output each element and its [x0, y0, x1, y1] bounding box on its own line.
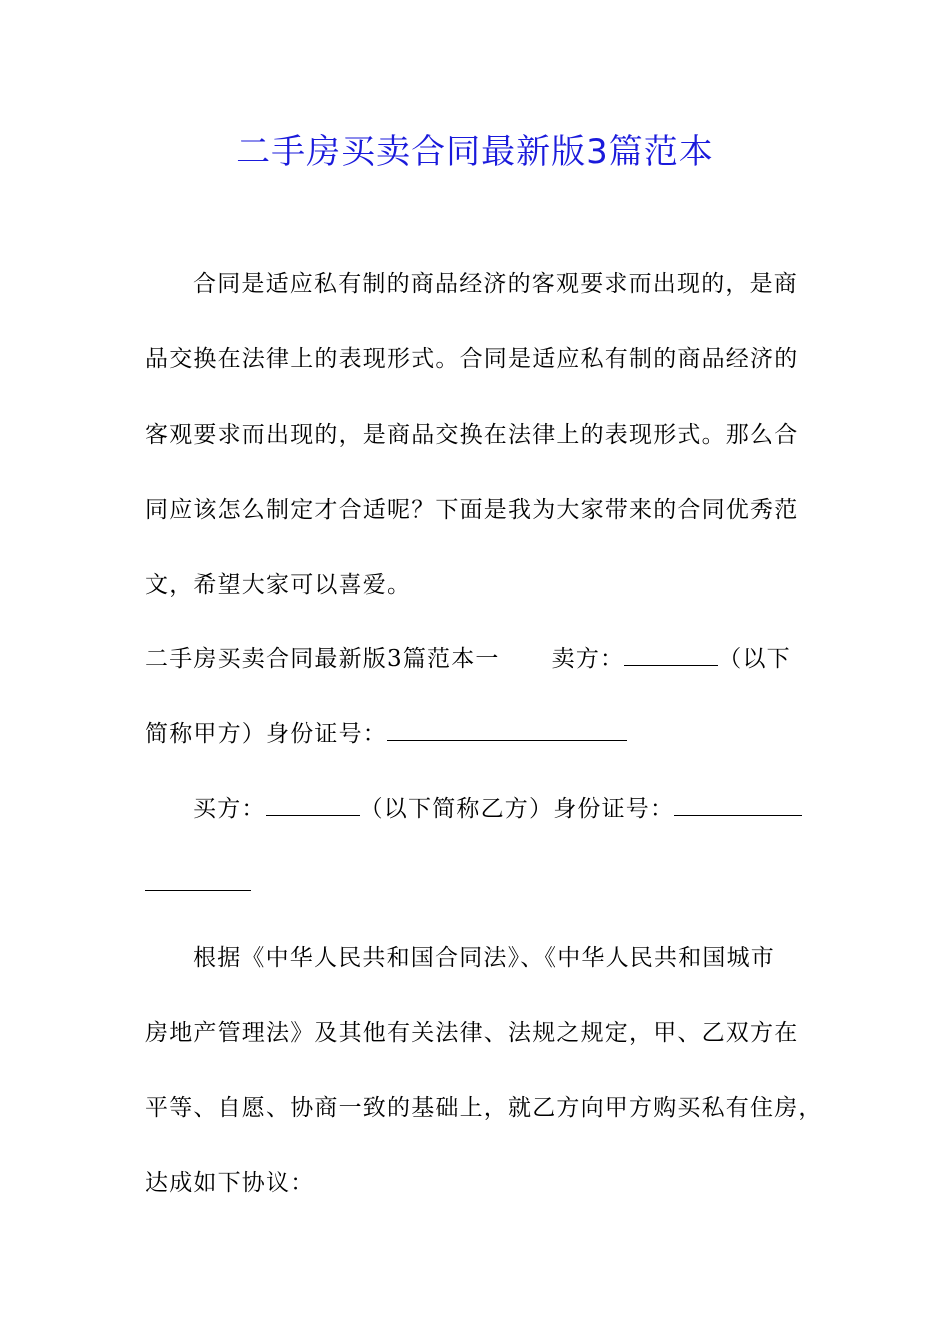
intro-line-3: 客观要求而出现的，是商品交换在法律上的表现形式。那么合 [145, 422, 799, 448]
basis-line-4: 达成如下协议： [145, 1170, 315, 1196]
intro-line-1: 合同是适应私有制的商品经济的客观要求而出现的，是商 [193, 271, 798, 297]
basis-line-2: 房地产管理法》及其他有关法律、法规之规定，甲、乙双方在 [145, 1020, 799, 1046]
intro-line-2: 品交换在法律上的表现形式。合同是适应私有制的商品经济的 [145, 346, 799, 372]
seller-id-blank [387, 718, 627, 741]
section-heading: 二手房买卖合同最新版3篇范本一 [145, 646, 500, 672]
basis-line-1: 根据《中华人民共和国合同法》、《中华人民共和国城市 [193, 945, 775, 971]
buyer-line [145, 793, 810, 825]
buyer-id-blank [674, 793, 802, 816]
seller-name-blank [624, 643, 718, 666]
basis-line-3: 平等、自愿、协商一致的基础上，就乙方向甲方购买私有住房， [145, 1095, 823, 1121]
intro-line-4: 同应该怎么制定才合适呢？下面是我为大家带来的合同优秀范 [145, 497, 799, 523]
buyer-id-blank-continued [145, 868, 251, 891]
buyer-label: 买方： [193, 796, 266, 822]
buyer-id-continuation [145, 868, 810, 900]
seller-id-line [145, 718, 810, 750]
seller-id-label: 简称甲方）身份证号： [145, 721, 387, 747]
seller-label: 卖方： [551, 646, 625, 672]
buyer-middle: （以下简称乙方）身份证号： [359, 796, 675, 822]
buyer-name-blank [266, 793, 360, 816]
seller-suffix: （以下 [718, 646, 791, 672]
seller-line [145, 643, 810, 675]
intro-line-5: 文，希望大家可以喜爱。 [145, 572, 412, 598]
document-title: 二手房买卖合同最新版3篇范本 [236, 132, 714, 172]
